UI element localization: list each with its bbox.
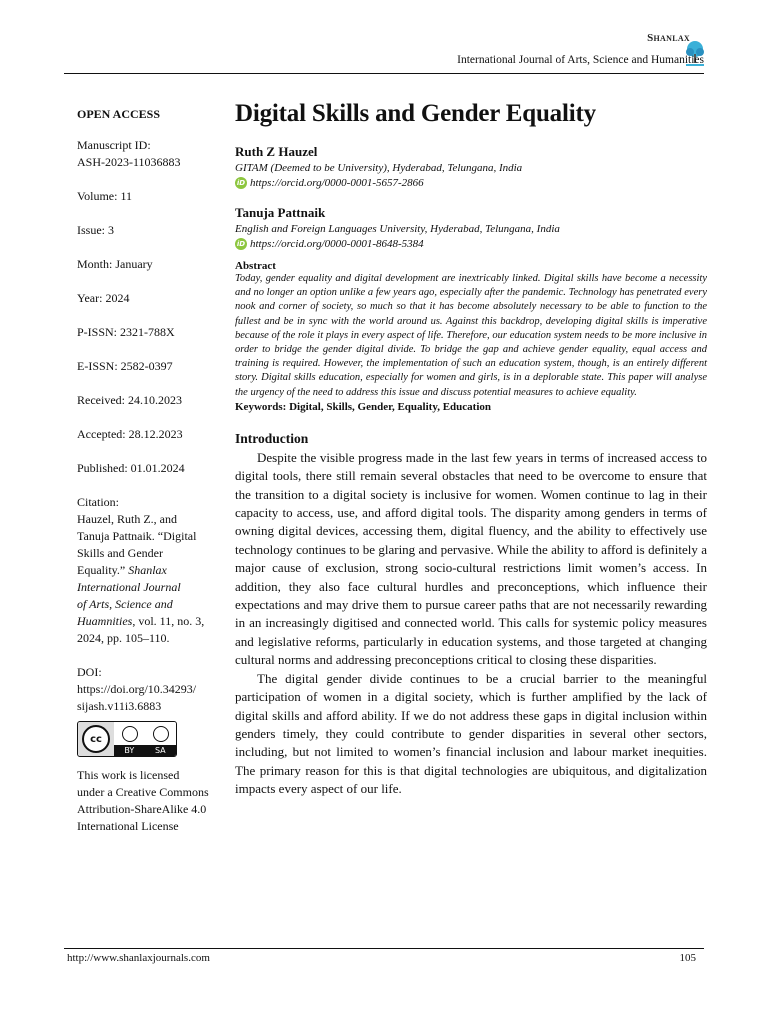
- accepted-date: Accepted: 28.12.2023: [77, 427, 183, 441]
- body-paragraph: Despite the visible progress made in the last few years in terms of increased access to digital tools, there still remain several obstacles that need to be overcome to ensure that the transition to a digital society is inclusive for women. Women continue to lag in their capacity to access, use, and afford digital tools. The disparity among genders in terms of owning digital devices, accessing them, digital fluency, and the ability to effectively use technology continues to be glaring and pervasive. While the ability to afford is definitely a major cause of exclusion, strong socio-cultural restrictions limit women’s access. In addition, they also face cultural hurdles and preconceptions, which influence their expectations and may drive them to pursue career paths that are not necessarily rewarding in an increasingly digitised and connected world. This calls for systemic policy measures and legislative reforms, particularly in education systems, and those targeted at changing cultural norms and addressing preconceptions critical to closing these disparities.: [235, 449, 707, 668]
- author-affiliation: GITAM (Deemed to be University), Hyderabad, Telungana, India: [235, 162, 523, 174]
- doi-link[interactable]: sijash.v11i3.6883: [77, 699, 162, 713]
- footer-rule: [64, 948, 704, 949]
- header-rule: [64, 73, 704, 74]
- license-line: Attribution-ShareAlike 4.0: [77, 802, 207, 816]
- volume: Volume: 11: [77, 189, 133, 203]
- citation-journal: International Journal: [77, 580, 181, 594]
- open-access-label: OPEN ACCESS: [77, 107, 161, 121]
- abstract-heading: Abstract: [235, 260, 276, 272]
- footer-url-link[interactable]: http://www.shanlaxjournals.com: [67, 952, 210, 964]
- cc-sa-label: SA: [154, 746, 166, 755]
- orcid-row: [235, 238, 707, 250]
- citation-journal: Shanlax: [128, 563, 167, 577]
- orcid-row: [235, 177, 707, 189]
- license-text: [77, 767, 227, 835]
- license-line: under a Creative Commons: [77, 785, 209, 799]
- year: Year: 2024: [77, 291, 130, 305]
- header-brand: Shanlax: [647, 32, 690, 44]
- cc-by-label: BY: [124, 746, 135, 755]
- manuscript-label: Manuscript ID:: [77, 138, 151, 152]
- citation-journal: of Arts, Science and: [77, 597, 173, 611]
- citation-title-end: Equality.”: [77, 563, 126, 577]
- author-name: Tanuja Pattnaik: [235, 205, 326, 220]
- doi-link[interactable]: https://doi.org/10.34293/: [77, 682, 197, 696]
- orcid-link[interactable]: https://orcid.org/0000-0001-5657-2866: [250, 177, 424, 189]
- license-line: This work is licensed: [77, 768, 180, 782]
- author-block: [235, 205, 707, 250]
- orcid-link[interactable]: https://orcid.org/0000-0001-8648-5384: [250, 238, 424, 250]
- p-issn: P-ISSN: 2321-788X: [77, 325, 175, 339]
- citation-line: Tanuja Pattnaik. “Digital: [77, 529, 197, 543]
- citation-journal: Huamnities: [77, 614, 133, 628]
- received-date: Received: 24.10.2023: [77, 393, 182, 407]
- sidebar-metadata: [77, 106, 227, 835]
- paper-title: Digital Skills and Gender Equality: [235, 100, 596, 127]
- e-issn: E-ISSN: 2582-0397: [77, 359, 173, 373]
- license-line: International License: [77, 819, 179, 833]
- author-block: [235, 144, 707, 189]
- doi: [77, 664, 227, 715]
- manuscript-value: ASH-2023-11036883: [77, 155, 181, 169]
- article-main: [235, 100, 707, 799]
- abstract-text: Today, gender equality and digital development are inextricably linked. Digital skills have become a necessity and no longer an option unlike a few years ago, especially after the pandemic. Technology has penetrated every nook and corner of society, so much so that it has become absolutely necessary to be able to function to the fullest and be in sync with the world around us. Against this backdrop, developing digital skills is imperative because of the role it plays in every aspect of life. Therefore, our education system needs to be more inclusive in order to bridge the gender digital divide. To bridge the gap and achieve gender equality, equal access and training is required. However, the implementation of such an education system, though, is an entirely different story. Digital skills education, especially for women and girls, is in a deplorable state. This paper will analyse the urgency of the need to address this issue and discuss potential measures to achieve equality.: [235, 273, 707, 398]
- attribution-icon: [122, 726, 138, 742]
- share-alike-icon: [153, 726, 169, 742]
- citation-label: Citation:: [77, 495, 119, 509]
- author-name: Ruth Z Hauzel: [235, 144, 318, 159]
- keywords: Keywords: Digital, Skills, Gender, Equality, Education: [235, 400, 491, 413]
- orcid-icon: iD: [236, 179, 246, 187]
- author-affiliation: English and Foreign Languages University, Hyderabad, Telungana, India: [235, 223, 560, 235]
- cc-license-badge[interactable]: [77, 721, 177, 757]
- orcid-icon: iD: [236, 240, 246, 248]
- published-date: Published: 01.01.2024: [77, 461, 185, 475]
- citation-line: [77, 562, 227, 579]
- cc-icon: cc: [82, 725, 110, 753]
- citation-line: Hauzel, Ruth Z., and: [77, 512, 177, 526]
- citation-line: Skills and Gender: [77, 546, 163, 560]
- body-paragraph: The digital gender divide continues to be a crucial barrier to the meaningful participation of women in a digital society, which is further amplified by the lack of digital skills and afford ability. If we do not address these gaps in digital inclusion within genders timely, they could contribute to gender disparities in several other sectors, including, but not limited to women’s financial inclusion and labour market inequities. The primary reason for this is that digital technologies are ubiquitous, and digitalization impacts every aspect of our life.: [235, 670, 707, 797]
- month: Month: January: [77, 257, 153, 271]
- introduction-heading: Introduction: [235, 430, 309, 446]
- citation: [77, 494, 227, 647]
- citation-line: [77, 613, 227, 647]
- citation-tail: , vol. 11, no. 3, 2024, pp. 105–110.: [77, 614, 205, 645]
- header-journal-name: International Journal of Arts, Science and Humanities: [457, 54, 704, 66]
- page-number: 105: [679, 952, 696, 964]
- manuscript-id: [77, 137, 227, 171]
- doi-label: DOI:: [77, 665, 102, 679]
- issue: Issue: 3: [77, 223, 114, 237]
